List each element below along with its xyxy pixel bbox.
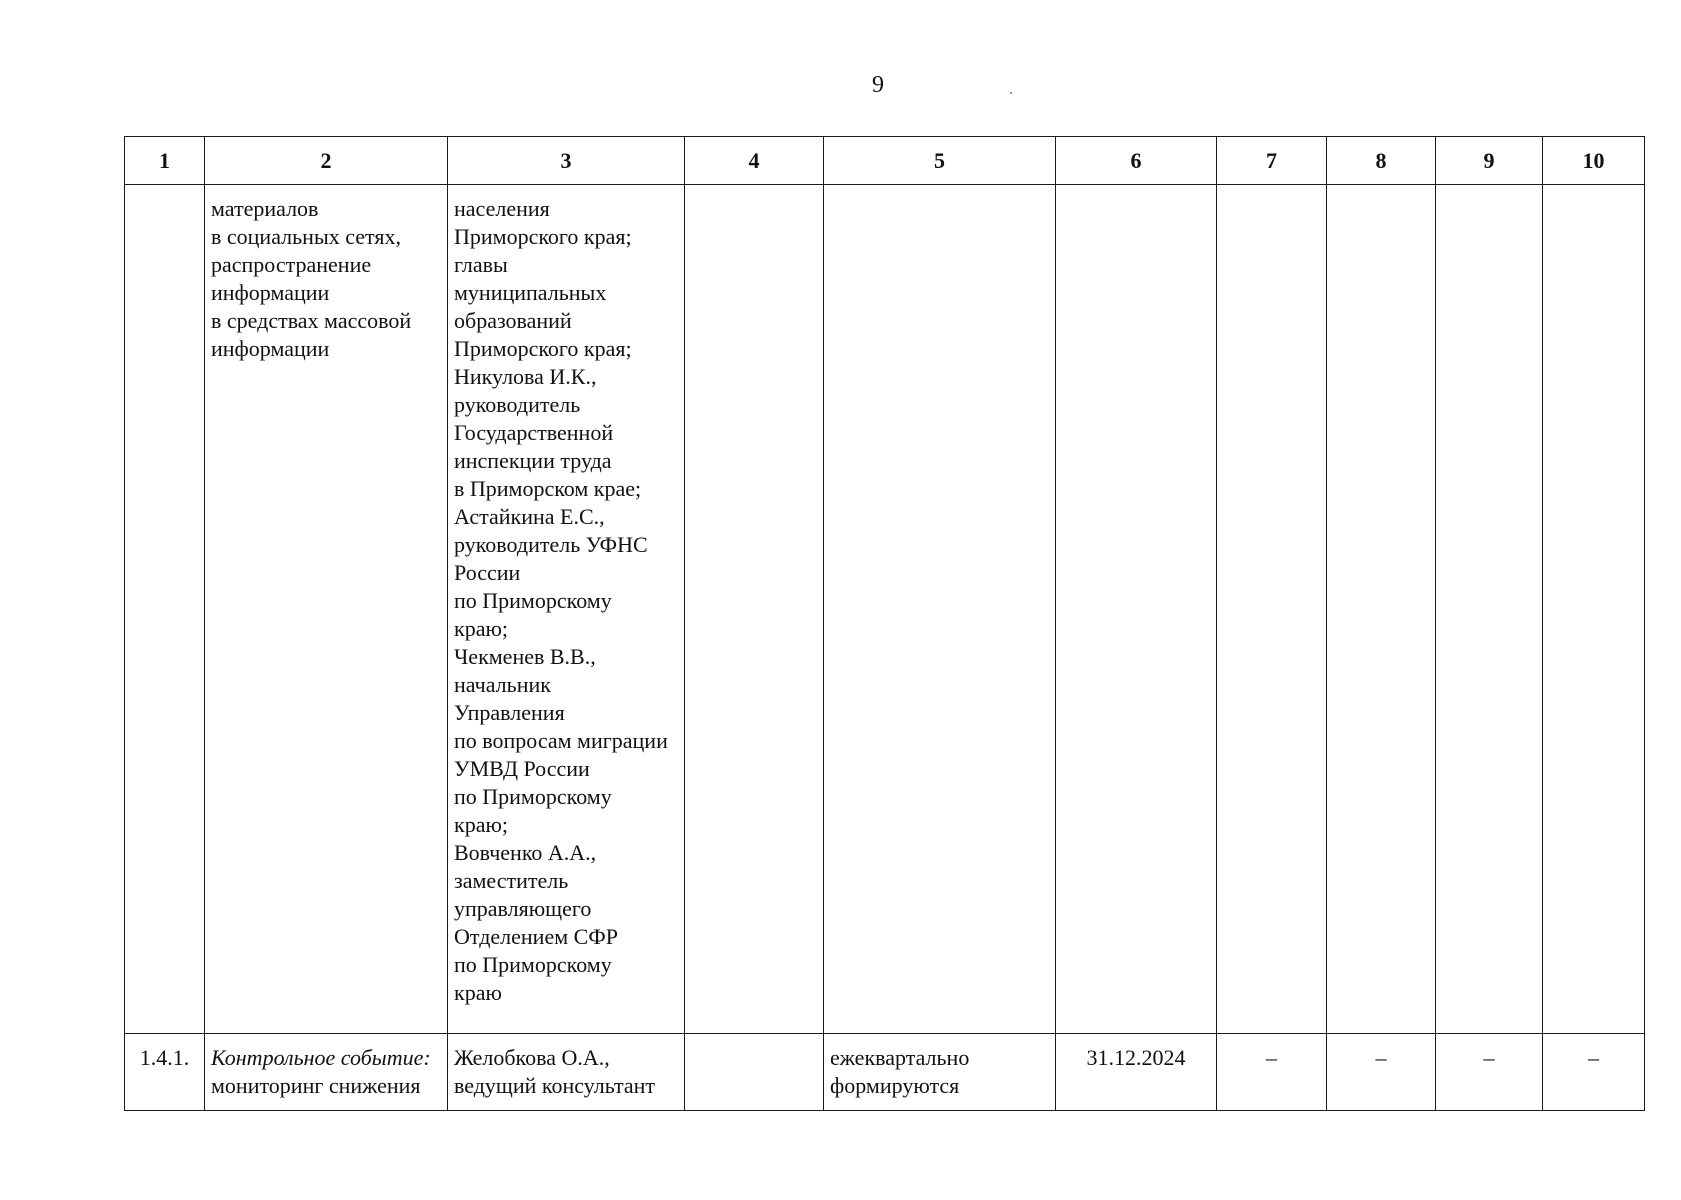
row1-activity-cell xyxy=(205,185,448,1034)
row1-cell-8 xyxy=(1327,185,1436,1034)
table-row xyxy=(125,185,1645,1034)
text-line: Желобкова О.А., xyxy=(454,1045,610,1070)
text-line: материалов xyxy=(211,196,319,221)
row2-cell-10: – xyxy=(1543,1034,1645,1111)
row1-responsible-cell xyxy=(448,185,685,1034)
text-line: краю xyxy=(454,980,502,1005)
text-line: краю; xyxy=(454,812,509,837)
header-cell-3: 3 xyxy=(448,137,685,185)
header-cell-4: 4 xyxy=(685,137,824,185)
text-line: ежеквартально xyxy=(830,1045,970,1070)
text-line: главы xyxy=(454,252,508,277)
text-line: населения xyxy=(454,196,550,221)
row1-cell-7 xyxy=(1217,185,1327,1034)
header-row xyxy=(125,137,1645,185)
row1-cell-10 xyxy=(1543,185,1645,1034)
text-line: России xyxy=(454,560,521,585)
header-cell-2: 2 xyxy=(205,137,448,185)
text-line: Управления xyxy=(454,700,565,725)
text-line: Приморского края; xyxy=(454,224,632,249)
row2-cell-8: – xyxy=(1327,1034,1436,1111)
text-line: муниципальных xyxy=(454,280,607,305)
text-line: управляющего xyxy=(454,896,592,921)
header-cell-9: 9 xyxy=(1436,137,1543,185)
text-line: Приморского края; xyxy=(454,336,632,361)
row2-activity-cell xyxy=(205,1034,448,1111)
row1-cell-4 xyxy=(685,185,824,1034)
plan-table xyxy=(124,136,1645,1111)
row1-number-cell xyxy=(125,185,205,1034)
text-line: Никулова И.К., xyxy=(454,364,597,389)
text-line: Отделением СФР xyxy=(454,924,618,949)
header-cell-5: 5 xyxy=(824,137,1056,185)
page-number: 9 xyxy=(872,72,884,98)
text-line: начальник xyxy=(454,672,551,697)
scan-speck xyxy=(1010,92,1012,94)
row2-cell-5 xyxy=(824,1034,1056,1111)
row2-number-cell: 1.4.1. xyxy=(125,1034,205,1111)
header-cell-8: 8 xyxy=(1327,137,1436,185)
text-line: информации xyxy=(211,280,330,305)
text-line: инспекции труда xyxy=(454,448,612,473)
row2-responsible-cell xyxy=(448,1034,685,1111)
row1-cell-5 xyxy=(824,185,1056,1034)
text-line: по вопросам миграции xyxy=(454,728,668,753)
text-line: УМВД России xyxy=(454,756,590,781)
row2-date-cell: 31.12.2024 xyxy=(1056,1034,1217,1111)
row1-cell-9 xyxy=(1436,185,1543,1034)
text-line: Чекменев В.В., xyxy=(454,644,596,669)
text-line: формируются xyxy=(830,1073,960,1098)
text-line: в социальных сетях, xyxy=(211,224,401,249)
header-cell-10: 10 xyxy=(1543,137,1645,185)
header-cell-6: 6 xyxy=(1056,137,1217,185)
control-event-label: Контрольное событие: xyxy=(211,1045,431,1070)
text-line: мониторинг снижения xyxy=(211,1073,421,1098)
row2-cell-7: – xyxy=(1217,1034,1327,1111)
text-line: по Приморскому xyxy=(454,588,612,613)
text-line: Государственной xyxy=(454,420,614,445)
text-line: Астайкина Е.С., xyxy=(454,504,605,529)
text-line: в Приморском крае; xyxy=(454,476,642,501)
text-line: по Приморскому xyxy=(454,784,612,809)
text-line: ведущий консультант xyxy=(454,1073,655,1098)
text-line: в средствах массовой xyxy=(211,308,412,333)
text-line: по Приморскому xyxy=(454,952,612,977)
row2-cell-9: – xyxy=(1436,1034,1543,1111)
row2-cell-4 xyxy=(685,1034,824,1111)
text-line: Вовченко А.А., xyxy=(454,840,597,865)
text-line: краю; xyxy=(454,616,509,641)
text-line: информации xyxy=(211,336,330,361)
header-cell-1: 1 xyxy=(125,137,205,185)
text-line: распространение xyxy=(211,252,372,277)
text-line: руководитель xyxy=(454,392,581,417)
table-row xyxy=(125,1034,1645,1111)
text-line: руководитель УФНС xyxy=(454,532,648,557)
text-line: заместитель xyxy=(454,868,569,893)
row1-cell-6 xyxy=(1056,185,1217,1034)
text-line: образований xyxy=(454,308,572,333)
header-cell-7: 7 xyxy=(1217,137,1327,185)
